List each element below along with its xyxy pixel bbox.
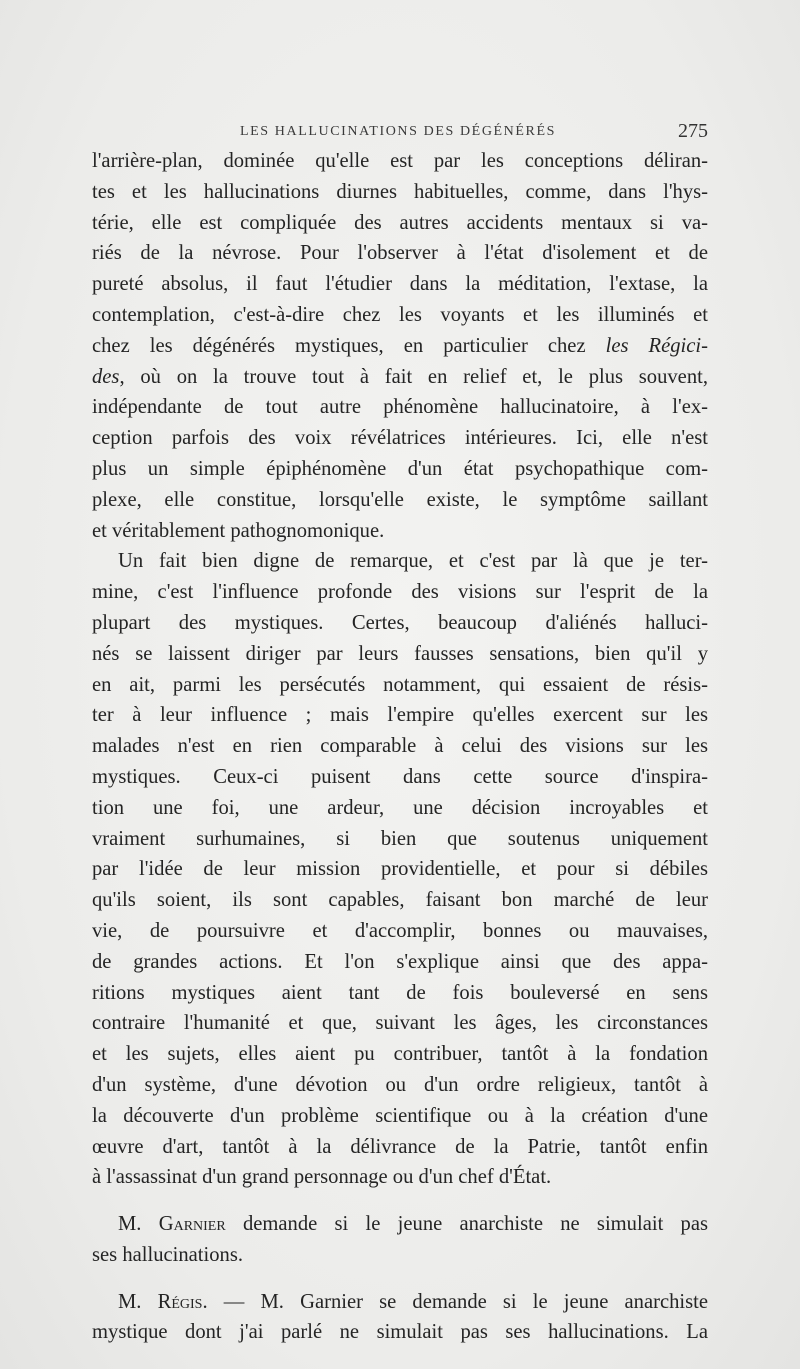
page-body bbox=[92, 146, 708, 1348]
text-line: qu'ils soient, ils sont capables, faisant bon marché de leur bbox=[92, 889, 708, 912]
text-line: riés de la névrose. Pour l'observer à l'état d'isolement et de bbox=[92, 242, 708, 265]
text-line: Un fait bien digne de remarque, et c'est par là que je ter- bbox=[118, 550, 708, 573]
paragraph-2 bbox=[92, 546, 708, 1193]
text-line: ses hallucinations. bbox=[92, 1243, 243, 1266]
text-line: œuvre d'art, tantôt à la délivrance de la Patrie, tantôt enfin bbox=[92, 1135, 708, 1158]
text-line: indépendante de tout autre phénomène hallucinatoire, à l'ex- bbox=[92, 396, 708, 419]
text-line bbox=[92, 331, 708, 362]
text-line: malades n'est en rien comparable à celui des visions sur les bbox=[92, 735, 708, 758]
text-line: par l'idée de leur mission providentielle, et pour si débiles bbox=[92, 858, 708, 881]
line-text: — M. Garnier se demande si le jeune anarchiste bbox=[207, 1290, 708, 1313]
speaker-name: M. Garnier bbox=[118, 1213, 226, 1236]
text-line: mystiques. Ceux-ci puisent dans cette source d'inspira- bbox=[92, 765, 708, 788]
text-line: vie, de poursuivre et d'accomplir, bonnes ou mauvaises, bbox=[92, 919, 708, 942]
text-line: tes et les hallucinations diurnes habituelles, comme, dans l'hys- bbox=[92, 180, 708, 203]
text-line: contraire l'humanité et que, suivant les âges, les circonstances bbox=[92, 1012, 708, 1035]
text-line: plupart des mystiques. Certes, beaucoup d'aliénés halluci- bbox=[92, 611, 708, 634]
text-line: plexe, elle constitue, lorsqu'elle existe, le symptôme saillant bbox=[92, 488, 708, 511]
text-line: mystique dont j'ai parlé ne simulait pas ses hallucinations. La bbox=[92, 1321, 708, 1344]
paragraph-4 bbox=[92, 1287, 708, 1349]
text-line bbox=[92, 1287, 708, 1318]
paragraph-1 bbox=[92, 146, 708, 546]
paragraph-3 bbox=[92, 1209, 708, 1271]
speaker-name: M. Régis. bbox=[118, 1290, 208, 1313]
paragraph-gap bbox=[92, 1271, 708, 1287]
text-line: contemplation, c'est-à-dire chez les voyants et les illuminés et bbox=[92, 303, 708, 326]
text-line: de grandes actions. Et l'on s'explique ainsi que des appa- bbox=[92, 950, 708, 973]
text-line: pureté absolus, il faut l'étudier dans la méditation, l'extase, la bbox=[92, 273, 708, 296]
text-line: ter à leur influence ; mais l'empire qu'elles exercent sur les bbox=[92, 704, 708, 727]
text-line: tion une foi, une ardeur, une décision incroyables et bbox=[92, 796, 708, 819]
line-text: demande si le jeune anarchiste ne simulait pas bbox=[225, 1213, 708, 1236]
text-line: d'un système, d'une dévotion ou d'un ordre religieux, tantôt à bbox=[92, 1073, 708, 1096]
text-line bbox=[92, 362, 708, 393]
text-line: ritions mystiques aient tant de fois bouleversé en sens bbox=[92, 981, 708, 1004]
text-line: en ait, parmi les persécutés notamment, qui essaient de résis- bbox=[92, 673, 708, 696]
text-line: la découverte d'un problème scientifique ou à la création d'une bbox=[92, 1104, 708, 1127]
italic-title: les Régici- bbox=[605, 334, 708, 357]
text-line: mine, c'est l'influence profonde des visions sur l'esprit de la bbox=[92, 581, 708, 604]
text-line: térie, elle est compliquée des autres accidents mentaux si va- bbox=[92, 211, 708, 234]
page-number: 275 bbox=[678, 120, 708, 142]
page-header bbox=[92, 120, 708, 146]
text-line: nés se laissent diriger par leurs fausses sensations, bien qu'il y bbox=[92, 642, 708, 665]
line-text: , où on la trouve tout à fait en relief et, le plus souvent, bbox=[119, 365, 708, 388]
text-line: et les sujets, elles aient pu contribuer, tantôt à la fondation bbox=[92, 1043, 708, 1066]
paragraph-gap bbox=[92, 1193, 708, 1209]
italic-title: des bbox=[92, 365, 120, 388]
text-line bbox=[92, 1209, 708, 1240]
text-line: ception parfois des voix révélatrices intérieures. Ici, elle n'est bbox=[92, 427, 708, 450]
line-text: chez les dégénérés mystiques, en particulier chez bbox=[92, 334, 606, 357]
running-head: LES HALLUCINATIONS DES DÉGÉNÉRÉS bbox=[240, 124, 557, 139]
text-line: vraiment surhumaines, si bien que soutenus uniquement bbox=[92, 827, 708, 850]
text-line: l'arrière-plan, dominée qu'elle est par les conceptions déliran- bbox=[92, 150, 708, 172]
text-line: plus un simple épiphénomène d'un état psychopathique com- bbox=[92, 457, 708, 480]
text-line: à l'assassinat d'un grand personnage ou d'un chef d'État. bbox=[92, 1166, 552, 1189]
text-line: et véritablement pathognomonique. bbox=[92, 519, 385, 542]
